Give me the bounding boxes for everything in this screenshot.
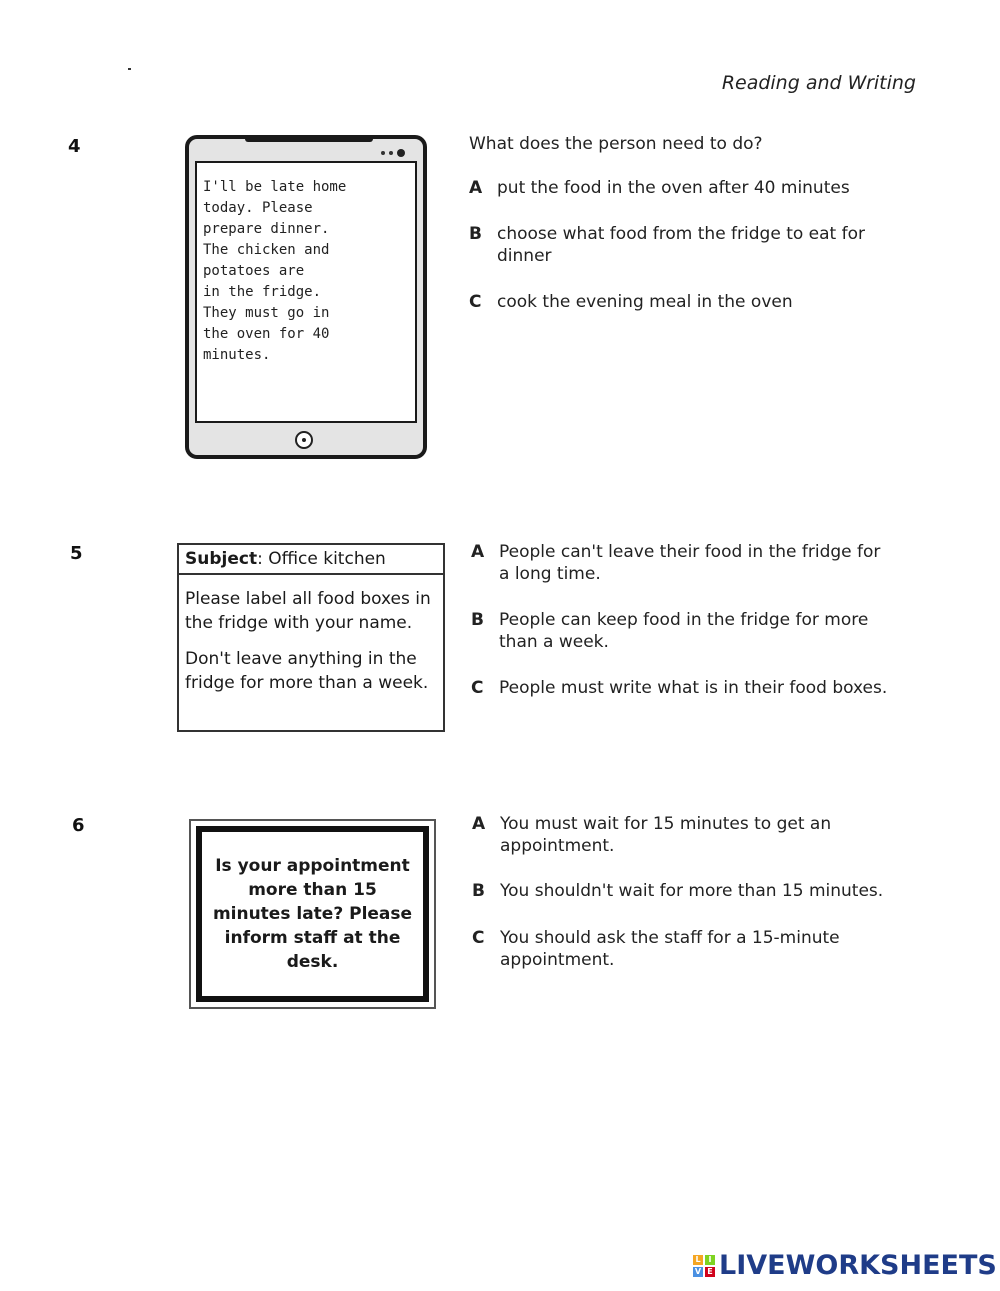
logo-tile: E	[705, 1267, 715, 1277]
appointment-sign	[189, 819, 436, 1009]
email-body-line-1: Please label all food boxes in the fridge with your name.	[185, 589, 431, 633]
q4-option-c[interactable]: C cook the evening meal in the oven	[469, 292, 793, 312]
email-body	[179, 575, 443, 695]
stray-dot	[128, 68, 131, 70]
q4-option-a[interactable]: A put the food in the oven after 40 minutes	[469, 178, 850, 198]
q5-option-c[interactable]: C People must write what is in their food boxes.	[471, 678, 888, 698]
q4-option-b[interactable]: B choose what food from the fridge to eat for dinner	[469, 224, 865, 266]
q6-option-c[interactable]: C You should ask the staff for a 15-minute appointment.	[472, 928, 840, 970]
email-subject: Subject: Office kitchen	[179, 545, 443, 575]
phone-message-image	[185, 135, 427, 459]
logo-tile: I	[705, 1255, 715, 1265]
q5-option-b[interactable]: B People can keep food in the fridge for more than a week.	[471, 610, 869, 652]
phone-speaker-bar	[245, 135, 373, 142]
question-number-5: 5	[70, 543, 83, 564]
question-number-6: 6	[72, 815, 85, 836]
email-body-line-2: Don't leave anything in the fridge for more than a week.	[185, 649, 429, 693]
section-title: Reading and Writing	[721, 72, 916, 94]
sign-text: Is your appointment more than 15 minutes late? Please inform staff at the desk.	[196, 826, 429, 1002]
phone-camera-dots	[381, 149, 405, 157]
logo-text: LIVEWORKSHEETS	[719, 1250, 997, 1281]
liveworksheets-logo	[693, 1250, 997, 1281]
q6-option-b[interactable]: B You shouldn't wait for more than 15 minutes.	[472, 881, 884, 901]
q6-option-a[interactable]: A You must wait for 15 minutes to get an appointment.	[472, 814, 832, 856]
phone-home-button-icon	[295, 431, 313, 449]
logo-tile: V	[694, 1266, 702, 1276]
logo-tiles-icon	[693, 1255, 715, 1277]
question-number-4: 4	[68, 136, 81, 157]
email-notice	[177, 543, 445, 732]
q5-option-a[interactable]: A People can't leave their food in the fridge for a long time.	[471, 542, 881, 584]
logo-tile: L	[693, 1255, 703, 1265]
question-4-prompt: What does the person need to do?	[469, 134, 763, 154]
phone-message-text: I'll be late home today. Please prepare dinner. The chicken and potatoes are in the fridge. They must go in the oven for 40 minutes.	[203, 179, 347, 363]
